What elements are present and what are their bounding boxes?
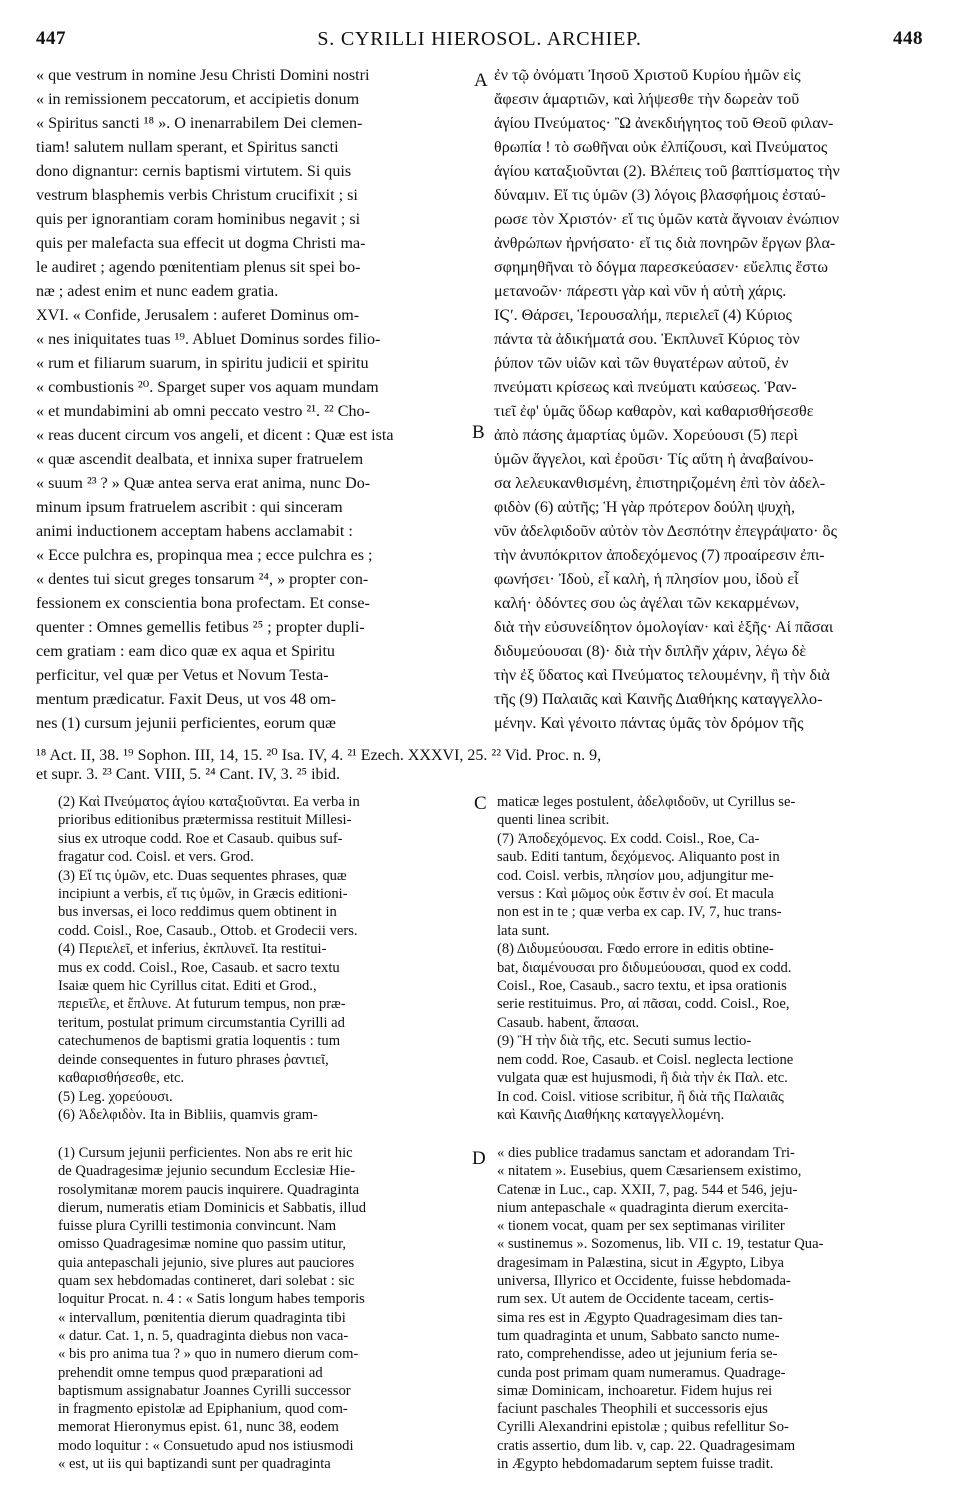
greek-text-line: ἄφεσιν ἁμαρτιῶν, καὶ λήψεσθε τὴν δωρεὰν τοῦ (494, 91, 800, 108)
latin-text-line: « Ecce pulchra es, propinqua mea ; ecce pulchra es ; (36, 547, 373, 564)
greek-text-line: ἐν τῷ ὀνόματι Ἰησοῦ Χριστοῦ Κυρίου ἡμῶν εἰς (494, 67, 801, 84)
latin-text-line: cem gratiam : eam dico quæ ex aqua et Spiritu (36, 643, 335, 660)
note-line: (8) Διδυμεύουσαι. Fœdo errore in editis obtine- (497, 941, 774, 958)
greek-text-line: διδυμεύουσαι (8)· διὰ τὴν διπλῆν χάριν, λέγω δὲ (494, 643, 807, 660)
commentary-line: fuisse plura Cyrilli testimonia convincunt. Nam (58, 1218, 337, 1235)
greek-text-line: σφημηθῆναι τὸ δόγμα παρεσκεύασεν· εὔελπις ἔστω (494, 259, 828, 276)
commentary-line: cratis assertio, dum lib. v, cap. 22. Quadragesimam (497, 1437, 796, 1454)
latin-text-line: dono dignantur: cernis baptismi virtutem. Si quis (36, 163, 352, 180)
commentary-notes-left (58, 1144, 472, 1479)
latin-text-line: « rum et filiarum suarum, in spiritu judicii et spiritu (36, 355, 369, 372)
note-line: περιεῖλε, et ἔπλυνε. At futurum tempus, non præ- (58, 996, 346, 1013)
note-line: (3) Εἴ τις ὑμῶν, etc. Duas sequentes phrases, quæ (58, 867, 347, 884)
note-line: teritum, postulat primum circumstantia Cyrilli ad (58, 1014, 345, 1031)
latin-text-line: « nes iniquitates tuas ¹⁹. Abluet Dominus sordes filio- (36, 331, 381, 348)
commentary-line: loquitur Procat. n. 4 : « Satis longum habes temporis (58, 1291, 365, 1308)
commentary-line: universa, Illyrico et Occidente, fuisse hebdomada- (497, 1273, 791, 1290)
note-line: fragatur cod. Coisl. et vers. Grod. (58, 849, 254, 866)
margin-letter-b: B (472, 422, 485, 443)
greek-text-line: ἀνθρώπων ἠρνήσατο· εἴ τις διὰ πονηρῶν ἔργων βλα- (494, 235, 836, 252)
footnote-line: ¹⁸ Act. II, 38. ¹⁹ Sophon. III, 14, 15. ²⁰ Isa. IV, 4. ²¹ Ezech. XXXVI, 25. ²² Vid. Proc. n. 9, (36, 747, 602, 764)
latin-text-line: minum ipsum fratruelem ascribit : qui sinceram (36, 499, 343, 516)
greek-text-line: ΙϚʹ. Θάρσει, Ἱερουσαλήμ, περιελεῖ (4) Κύριος (494, 307, 792, 324)
commentary-line: Cyrilli Alexandrini epistolæ ; quibus refellitur So- (497, 1419, 789, 1436)
commentary-line: « sustinemus ». Sozomenus, lib. VII c. 19, testatur Qua- (497, 1236, 824, 1253)
greek-text-line: δύναμιν. Εἴ τις ὑμῶν (3) λόγοις βλασφήμοις ἐσταύ- (494, 187, 826, 204)
commentary-line: « intervallum, pœnitentia dierum quadraginta tibi (58, 1309, 346, 1326)
note-line: (2) Καὶ Πνεύματος ἁγίου καταξιοῦνται. Ea verba in (58, 794, 360, 810)
note-line: prioribus editionibus prætermissa restituit Millesi- (58, 812, 352, 829)
note-line: catechumenos de baptismi gratia loquentis : tum (58, 1033, 341, 1050)
latin-text-line: « que vestrum in nomine Jesu Christi Domini nostri (36, 67, 370, 84)
greek-text-line: σα λελευκανθισμένη, ἐπιστηριζομένη ἐπὶ τὸν ἀδελ- (494, 475, 826, 492)
greek-text-line: ῥύπον τῶν υἱῶν καὶ τῶν θυγατέρων αὐτοῦ, ἐν (494, 355, 789, 372)
latin-text-line: « suum ²³ ? » Quæ antea serva erat anima, nunc Do- (36, 475, 371, 492)
commentary-line: prehendit omne tempus quod præparationi ad (58, 1364, 323, 1381)
scripture-footnotes (36, 747, 926, 787)
commentary-line: rato, comprehendisse, adeo ut jejunium feria se- (497, 1346, 778, 1363)
commentary-line: modo loquitur : « Consuetudo apud nos istiusmodi (58, 1437, 354, 1454)
note-line: Isaiæ quem hic Cyrillus citat. Editi et Grod., (58, 978, 317, 995)
commentary-line: quia antepaschali jejunio, sive plures aut pauciores (58, 1254, 355, 1271)
latin-text-line: « quæ ascendit dealbata, et innixa super fratruelem (36, 451, 364, 468)
note-line: (9) Ἢ τὴν διὰ τῆς, etc. Secuti sumus lectio- (497, 1033, 752, 1050)
note-line: καθαρισθήσεσθε, etc. (58, 1070, 185, 1087)
commentary-line: nium antepaschale « quadraginta dierum exercita- (497, 1199, 789, 1216)
commentary-line: (1) Cursum jejunii perficientes. Non abs re erit hic (58, 1145, 353, 1161)
commentary-line: dragesimam in Palæstina, sicut in Ægypto, Libya (497, 1254, 784, 1271)
latin-text-line: tiam! salutem nullam sperant, et Spiritus sancti (36, 139, 339, 156)
latin-text-line: XVI. « Confide, Jerusalem : auferet Dominus om- (36, 307, 360, 324)
running-title: S. CYRILLI HIEROSOL. ARCHIEP. (317, 28, 642, 50)
latin-text-line: vestrum blasphemis verbis Christum crucifixit ; si (36, 187, 358, 204)
commentary-line: faciunt paschales Theophili et successoris ejus (497, 1401, 768, 1418)
critical-notes-right (497, 793, 927, 1129)
commentary-line: rosolymitanæ morem paucis inquirere. Quadraginta (58, 1181, 360, 1198)
commentary-line: rum sex. Ut autem de Occidente taceam, certis- (497, 1291, 774, 1308)
note-line: saub. Editi tantum, δεχόμενος. Aliquanto post in (497, 849, 780, 866)
margin-letter-d: D (472, 1148, 486, 1169)
greek-text-line: τὴν ἐξ ὕδατος καὶ Πνεύματος τελουμένην, ἢ τὴν διὰ (494, 667, 830, 684)
latin-text-line: mentum prædicatur. Faxit Deus, ut vos 48 om- (36, 691, 336, 708)
greek-text-line: πάντα τὰ ἀδικήματά σου. Ἐκπλυνεῖ Κύριος τὸν (494, 331, 800, 348)
commentary-line: dierum, numeratis etiam Dominicis et Sabbatis, illud (58, 1199, 367, 1216)
left-page-number: 447 (36, 28, 66, 49)
note-line: incipiunt a verbis, εἴ τις ὑμῶν, in Græcis editioni- (58, 886, 348, 903)
note-line: codd. Coisl., Roe, Casaub., Ottob. et Grodecii vers. (58, 922, 358, 939)
note-line: nem codd. Roe, Casaub. et Coisl. neglecta lectione (497, 1051, 794, 1068)
note-line: Casaub. habent, ἅπασαι. (497, 1014, 640, 1031)
note-line: deinde consequentes in futuro phrases ῥαντιεῖ, (58, 1051, 329, 1068)
note-line: (4) Περιελεῖ, et inferius, ἐκπλυνεῖ. Ita restitui- (58, 941, 327, 958)
greek-text-line: ρωσε τὸν Χριστόν· εἴ τις ὑμῶν κατὰ ἄγνοιαν ἐνώπιον (494, 211, 840, 228)
commentary-line: baptismum assignabatur Joannes Cyrilli successor (58, 1382, 351, 1399)
commentary-line: quam sex hebdomadas contineret, dari solebat : sic (58, 1273, 355, 1290)
greek-text-line: καλή· ὀδόντες σου ὡς ἀγέλαι τῶν κεκαρμένων, (494, 595, 800, 612)
commentary-line: simæ Dominicam, inchoaretur. Fidem hujus rei (497, 1382, 773, 1399)
commentary-line: cunda post primam quam numeramus. Quadrage- (497, 1364, 786, 1381)
greek-text-line: ἁγίου καταξιοῦνται (2). Βλέπεις τοῦ βαπτίσματος τὴν (494, 163, 840, 180)
greek-text-line: διὰ τὴν εὐσυνείδητον ὁμολογίαν· καὶ ἑξῆς· Αἱ πᾶσαι (494, 619, 834, 636)
commentary-line: « datur. Cat. 1, n. 5, quadraginta diebus non vaca- (58, 1327, 349, 1344)
note-line: non est in te ; quæ verba ex cap. IV, 7, huc trans- (497, 904, 782, 921)
footnote-line: et supr. 3. ²³ Cant. VIII, 5. ²⁴ Cant. IV, 3. ²⁵ ibid. (36, 765, 340, 783)
critical-notes-left (58, 793, 472, 1129)
commentary-line: tum quadraginta et unum, Sabbato sancto nume- (497, 1327, 780, 1344)
greek-text-column (494, 64, 926, 744)
greek-text-line: πνεύματι κρίσεως καὶ πνεύματι καύσεως. Ῥαν- (494, 379, 797, 396)
commentary-line: de Quadragesimæ jejunio secundum Ecclesiæ Hie- (58, 1163, 356, 1180)
commentary-line: « bis pro anima tua ? » quo in numero dierum com- (58, 1346, 359, 1363)
latin-text-line: quenter : Omnes gemellis fetibus ²⁵ ; propter dupli- (36, 619, 365, 636)
commentary-notes-right (497, 1144, 927, 1479)
commentary-line: « nitatem ». Eusebius, quem Cæsariensem existimo, (497, 1163, 802, 1180)
latin-text-line: « reas ducent circum vos angeli, et dicent : Quæ est ista (36, 427, 394, 444)
right-page-number: 448 (893, 28, 923, 49)
note-line: καὶ Καινῆς Διαθήκης καταγγελλομένη. (497, 1106, 725, 1123)
commentary-line: Catenæ in Luc., cap. XXII, 7, pag. 544 et 546, jeju- (497, 1181, 798, 1198)
note-line: vulgata quæ est hujusmodi, ἢ διὰ τὴν ἐκ Παλ. etc. (497, 1070, 788, 1087)
greek-text-line: τιεῖ ἐφ' ὑμᾶς ὕδωρ καθαρὸν, καὶ καθαρισθήσεσθε (494, 403, 814, 420)
commentary-line: « dies publice tradamus sanctam et adorandam Tri- (497, 1145, 795, 1161)
greek-text-line: φωνήσει· Ἰδοὺ, εἶ καλὴ, ἡ πλησίον μου, ἰδοὺ εἶ (494, 571, 799, 588)
greek-text-line: τὴν ἀνυπόκριτον ἀποδεχόμενος (7) προαίρεσιν ἐπι- (494, 547, 825, 564)
greek-text-line: μένην. Καὶ γένοιτο πάντας ὑμᾶς τὸν δρόμον τῆς (494, 715, 804, 732)
commentary-line: sima res est in Ægypto Quadragesimam dies tan- (497, 1309, 783, 1326)
greek-text-line: ἁγίου Πνεύματος· Ὢ ἀνεκδιήγητος τοῦ Θεοῦ φιλαν- (494, 115, 834, 132)
note-line: maticæ leges postulent, ἀδελφιδοῦν, ut Cyrillus se- (497, 794, 796, 810)
commentary-line: « tionem vocat, quam per sex septimanas viriliter (497, 1218, 785, 1235)
greek-text-line: νῦν ἀδελφιδοῦν αὐτὸν τὸν Δεσπότην ἐπεγράψατο· ὃς (494, 523, 837, 540)
latin-text-line: perficitur, vel quæ per Vetus et Novum Testa- (36, 667, 329, 684)
commentary-line: in fragmento epistolæ ad Epiphanium, quod com- (58, 1401, 348, 1418)
note-line: sius ex utroque codd. Roe et Casaub. quibus suf- (58, 830, 343, 847)
latin-text-line: « et mundabimini ab omni peccato vestro ²¹. ²² Cho- (36, 403, 370, 420)
note-line: versus : Καὶ μῶμος οὐκ ἔστιν ἐν σοί. Et macula (497, 886, 774, 903)
note-line: lata sunt. (497, 922, 550, 939)
note-line: (5) Leg. χορεύουσι. (58, 1088, 173, 1105)
greek-text-line: μετανοῶν· πάρεστι γὰρ καὶ νῦν ἡ αὐτὴ χάρις. (494, 283, 787, 300)
note-line: mus ex codd. Coisl., Roe, Casaub. et sacro textu (58, 959, 340, 976)
note-line: In cod. Coisl. vitiose scribitur, ἢ διὰ τῆς Παλαιᾶς (497, 1088, 784, 1105)
latin-text-line: næ ; adest enim et nunc eadem gratia. (36, 283, 279, 300)
latin-text-line: « in remissionem peccatorum, et accipietis donum (36, 91, 360, 108)
latin-text-line: « combustionis ²⁰. Sparget super vos aquam mundam (36, 379, 379, 396)
commentary-line: in Ægypto hebdomadarum septem fuisse tradit. (497, 1456, 774, 1473)
note-line: serie restituimus. Pro, αἱ πᾶσαι, codd. Coisl., Roe, (497, 996, 790, 1013)
note-line: (7) Ἀποδεχόμενος. Ex codd. Coisl., Roe, Ca- (497, 830, 760, 847)
note-line: quenti linea scribit. (497, 812, 610, 829)
note-line: Coisl., Roe, Casaub., sacro textu, et ipsa orationis (497, 978, 787, 995)
margin-letter-a: A (474, 70, 488, 91)
latin-text-line: animi inductionem acceptam habens acclamabit : (36, 523, 353, 540)
greek-text-line: φιδὸν (6) αὐτῆς; Ἡ γὰρ πρότερον δούλη ψυχὴ, (494, 499, 796, 516)
latin-text-line: quis per ignorantiam coram hominibus negavit ; si (36, 211, 361, 228)
commentary-line: « est, ut iis qui baptizandi sunt per quadraginta (58, 1456, 331, 1473)
greek-text-line: ὑμῶν ἄγγελοι, καὶ ἐροῦσι· Τίς αὕτη ἡ ἀναβαίνου- (494, 451, 814, 468)
latin-text-line: « Spiritus sancti ¹⁸ ». O inenarrabilem Dei clemen- (36, 115, 363, 132)
latin-text-column (36, 64, 470, 744)
latin-text-line: le audiret ; agendo pœnitentiam plenus sit spei bo- (36, 259, 361, 276)
greek-text-line: ἀπὸ πάσης ἁμαρτίας ὑμῶν. Χορεύουσι (5) περὶ (494, 427, 798, 444)
greek-text-line: θρωπία ! τὸ σωθῆναι οὐκ ἐλπίζουσι, καὶ Πνεύματος (494, 139, 828, 156)
latin-text-line: « dentes tui sicut greges tonsarum ²⁴, » propter con- (36, 571, 369, 588)
latin-text-line: quis per malefacta sua effecit ut dogma Christi ma- (36, 235, 366, 252)
commentary-line: memorat Hieronymus epist. 61, nunc 38, eodem (58, 1419, 339, 1436)
margin-letter-c: C (474, 793, 487, 814)
commentary-line: omisso Quadragesimæ nomine quo passim utitur, (58, 1236, 347, 1253)
note-line: cod. Coisl. verbis, πλησίον μου, adjungitur me- (497, 867, 774, 884)
latin-text-line: nes (1) cursum jejunii perficientes, eorum quæ (36, 715, 336, 732)
note-line: (6) Ἀδελφιδὸν. Ita in Bibliis, quamvis gram- (58, 1106, 318, 1123)
latin-text-line: fessionem ex conscientia bona profectam. Et conse- (36, 595, 370, 612)
note-line: bat, διαμένουσαι pro διδυμεύουσαι, quod ex codd. (497, 959, 792, 976)
greek-text-line: τῆς (9) Παλαιᾶς καὶ Καινῆς Διαθήκης καταγγελλο- (494, 691, 823, 708)
note-line: bus inversas, ei loco reddimus quem obtinent in (58, 904, 337, 921)
